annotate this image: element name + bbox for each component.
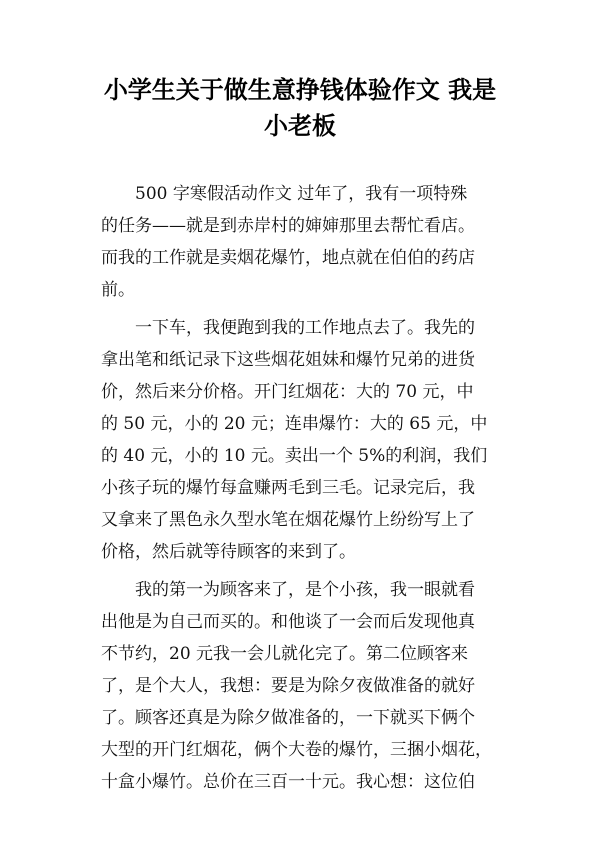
text-line: 的 40 元，小的 10 元。卖出一个 5%的利润，我们 — [101, 446, 488, 466]
text-line: 拿出笔和纸记录下这些烟花姐妹和爆竹兄弟的进货 — [101, 350, 475, 370]
document-body — [101, 178, 511, 798]
text-line: 又拿来了黑色永久型水笔在烟花爆竹上纷纷写上了 — [101, 510, 475, 530]
document-title — [60, 72, 540, 144]
text-line: 小孩子玩的爆竹每盒赚两毛到三毛。记录完后，我 — [101, 478, 475, 498]
paragraph — [101, 178, 511, 306]
title-line: 小老板 — [264, 112, 336, 140]
text-line: 的 50 元，小的 20 元；连串爆竹：大的 65 元，中 — [101, 414, 488, 434]
title-line: 小学生关于做生意挣钱体验作文 我是 — [103, 76, 497, 104]
text-line: 价，然后来分价格。开门红烟花：大的 70 元，中 — [101, 382, 474, 402]
text-line: 500 字寒假活动作文 过年了，我有一项特殊 — [135, 184, 468, 204]
text-line: 了。顾客还真是为除夕做准备的，一下就买下俩个 — [101, 708, 475, 728]
text-line: 前。 — [101, 280, 135, 300]
text-line: 了，是个大人，我想：要是为除夕夜做准备的就好 — [101, 676, 475, 696]
text-line: 我的第一为顾客来了，是个小孩，我一眼就看 — [135, 580, 475, 600]
text-line: 而我的工作就是卖烟花爆竹，地点就在伯伯的药店 — [101, 248, 475, 268]
paragraph — [101, 574, 511, 798]
text-line: 一下车，我便跑到我的工作地点去了。我先的 — [135, 318, 475, 338]
text-line: 不节约，20 元我一会儿就化完了。第二位顾客来 — [101, 644, 469, 664]
text-line: 出他是为自己而买的。和他谈了一会而后发现他真 — [101, 612, 475, 632]
paragraph — [101, 312, 511, 568]
text-line: 大型的开门红烟花，俩个大卷的爆竹，三捆小烟花， — [101, 740, 492, 760]
text-line: 价格，然后就等待顾客的来到了。 — [101, 542, 356, 562]
text-line: 的任务——就是到赤岸村的婶婶那里去帮忙看店。 — [101, 216, 475, 236]
text-line: 十盒小爆竹。总价在三百一十元。我心想：这位伯 — [101, 772, 475, 792]
